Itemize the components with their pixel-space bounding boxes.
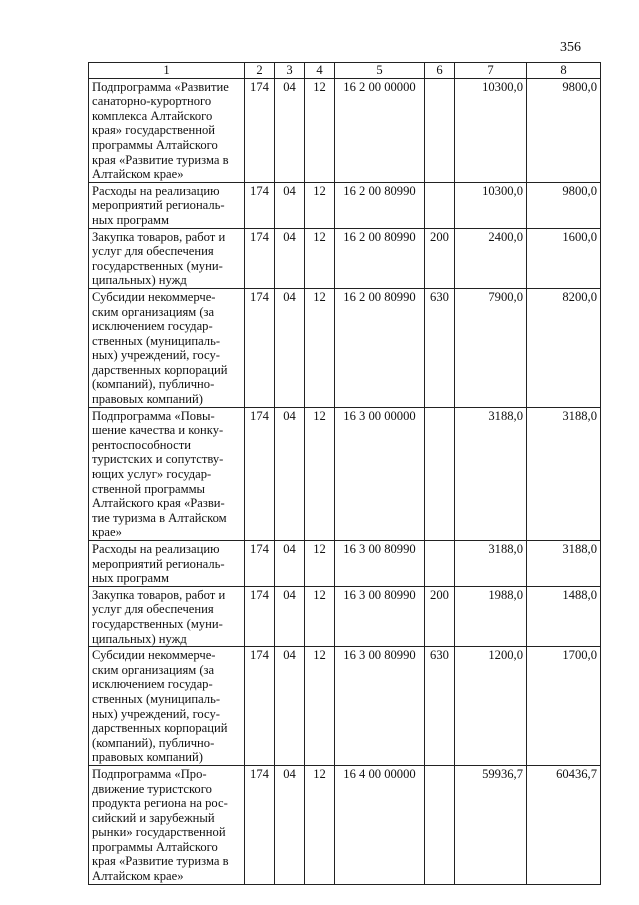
table-row xyxy=(89,288,601,407)
target-article-cell: 16 3 00 80990 xyxy=(335,586,425,646)
item-name-line: Расходы на реализацию xyxy=(92,183,220,198)
ministry-code-cell: 174 xyxy=(245,586,275,646)
table-row xyxy=(89,586,601,646)
amount-year2-cell: 1488,0 xyxy=(527,586,601,646)
item-name-line: исключением государ- xyxy=(92,677,213,692)
item-name-cell xyxy=(89,288,245,407)
section-code-cell: 04 xyxy=(275,586,305,646)
item-name-line: Субсидии некоммерче- xyxy=(92,289,216,304)
target-article-cell: 16 2 00 80990 xyxy=(335,228,425,288)
item-name-line: сийский и зарубежный xyxy=(92,810,215,825)
item-name-line: ским организациям (за xyxy=(92,662,215,677)
amount-year2-cell: 9800,0 xyxy=(527,182,601,228)
subsection-code-cell: 12 xyxy=(305,182,335,228)
item-name-line: ским организациям (за xyxy=(92,304,215,319)
item-name-line: правовых компаний) xyxy=(92,392,203,407)
expense-type-cell xyxy=(425,765,455,884)
amount-year2-cell: 3188,0 xyxy=(527,407,601,540)
target-article-cell: 16 2 00 80990 xyxy=(335,182,425,228)
item-name-line: продукта региона на рос- xyxy=(92,796,228,811)
expense-type-cell xyxy=(425,407,455,540)
item-name-line: ципальных) нужд xyxy=(92,631,187,646)
section-code-cell: 04 xyxy=(275,288,305,407)
amount-year1-cell: 59936,7 xyxy=(455,765,527,884)
table-row xyxy=(89,541,601,587)
item-name-cell xyxy=(89,407,245,540)
item-name-line: правовых компаний) xyxy=(92,750,203,765)
item-name-cell xyxy=(89,541,245,587)
ministry-code-cell: 174 xyxy=(245,288,275,407)
amount-year2-cell: 1700,0 xyxy=(527,647,601,766)
item-name-line: Закупка товаров, работ и xyxy=(92,587,226,602)
item-name-line: (компаний), публично- xyxy=(92,377,215,392)
section-code-cell: 04 xyxy=(275,647,305,766)
item-name-line: (компаний), публично- xyxy=(92,735,215,750)
subsection-code-cell: 12 xyxy=(305,78,335,182)
item-name-line: края «Развитие туризма в xyxy=(92,152,229,167)
target-article-cell: 16 3 00 80990 xyxy=(335,541,425,587)
item-name-line: услуг для обеспечения xyxy=(92,244,214,259)
item-name-line: движение туристского xyxy=(92,781,212,796)
target-article-cell: 16 2 00 00000 xyxy=(335,78,425,182)
item-name-line: услуг для обеспечения xyxy=(92,602,214,617)
amount-year1-cell: 10300,0 xyxy=(455,182,527,228)
item-name-line: ципальных) нужд xyxy=(92,273,187,288)
item-name-line: комплекса Алтайского xyxy=(92,108,213,123)
amount-year2-cell: 60436,7 xyxy=(527,765,601,884)
item-name-line: ных программ xyxy=(92,571,169,586)
expense-type-cell: 200 xyxy=(425,228,455,288)
subsection-code-cell: 12 xyxy=(305,288,335,407)
subsection-code-cell: 12 xyxy=(305,228,335,288)
target-article-cell: 16 3 00 80990 xyxy=(335,647,425,766)
item-name-cell xyxy=(89,78,245,182)
ministry-code-cell: 174 xyxy=(245,78,275,182)
column-header: 3 xyxy=(275,63,305,79)
amount-year2-cell: 9800,0 xyxy=(527,78,601,182)
amount-year1-cell: 2400,0 xyxy=(455,228,527,288)
expense-type-cell xyxy=(425,78,455,182)
item-name-cell xyxy=(89,182,245,228)
item-name-line: мероприятий региональ- xyxy=(92,556,225,571)
subsection-code-cell: 12 xyxy=(305,541,335,587)
item-name-line: крае» xyxy=(92,525,122,540)
item-name-line: государственных (муни- xyxy=(92,616,223,631)
column-header: 6 xyxy=(425,63,455,79)
item-name-line: мероприятий региональ- xyxy=(92,198,225,213)
target-article-cell: 16 4 00 00000 xyxy=(335,765,425,884)
expense-type-cell: 630 xyxy=(425,288,455,407)
section-code-cell: 04 xyxy=(275,78,305,182)
table-body xyxy=(89,78,601,884)
column-header: 8 xyxy=(527,63,601,79)
item-name-line: программы Алтайского xyxy=(92,839,218,854)
item-name-line: рентоспособности xyxy=(92,437,191,452)
page-number: 356 xyxy=(560,40,581,55)
column-header: 4 xyxy=(305,63,335,79)
table-row xyxy=(89,78,601,182)
amount-year1-cell: 1988,0 xyxy=(455,586,527,646)
table-row xyxy=(89,228,601,288)
column-header: 7 xyxy=(455,63,527,79)
amount-year1-cell: 10300,0 xyxy=(455,78,527,182)
table-row xyxy=(89,182,601,228)
table-row xyxy=(89,647,601,766)
item-name-line: дарственных корпораций xyxy=(92,362,228,377)
item-name-cell xyxy=(89,228,245,288)
item-name-line: исключением государ- xyxy=(92,319,213,334)
item-name-cell xyxy=(89,765,245,884)
target-article-cell: 16 2 00 80990 xyxy=(335,288,425,407)
item-name-line: Расходы на реализацию xyxy=(92,542,220,556)
item-name-line: Алтайского края «Разви- xyxy=(92,496,225,511)
expense-type-cell xyxy=(425,182,455,228)
ministry-code-cell: 174 xyxy=(245,541,275,587)
section-code-cell: 04 xyxy=(275,541,305,587)
column-header: 2 xyxy=(245,63,275,79)
section-code-cell: 04 xyxy=(275,228,305,288)
target-article-cell: 16 3 00 00000 xyxy=(335,407,425,540)
item-name-line: ственных (муниципаль- xyxy=(92,691,221,706)
amount-year1-cell: 7900,0 xyxy=(455,288,527,407)
ministry-code-cell: 174 xyxy=(245,647,275,766)
amount-year1-cell: 3188,0 xyxy=(455,407,527,540)
expense-type-cell: 630 xyxy=(425,647,455,766)
item-name-line: Алтайском крае» xyxy=(92,167,184,182)
ministry-code-cell: 174 xyxy=(245,228,275,288)
section-code-cell: 04 xyxy=(275,407,305,540)
ministry-code-cell: 174 xyxy=(245,407,275,540)
column-header: 1 xyxy=(89,63,245,79)
item-name-line: санаторно-курортного xyxy=(92,94,212,109)
item-name-line: дарственных корпораций xyxy=(92,721,228,736)
amount-year1-cell: 3188,0 xyxy=(455,541,527,587)
subsection-code-cell: 12 xyxy=(305,647,335,766)
column-header: 5 xyxy=(335,63,425,79)
budget-table xyxy=(88,62,601,885)
item-name-line: края «Развитие туризма в xyxy=(92,854,229,869)
item-name-line: Подпрограмма «Повы- xyxy=(92,408,215,423)
item-name-line: Алтайском крае» xyxy=(92,869,184,884)
ministry-code-cell: 174 xyxy=(245,182,275,228)
item-name-line: государственных (муни- xyxy=(92,258,223,273)
item-name-cell xyxy=(89,586,245,646)
item-name-line: туристских и сопутству- xyxy=(92,452,224,467)
item-name-line: тие туризма в Алтайском xyxy=(92,510,227,525)
amount-year1-cell: 1200,0 xyxy=(455,647,527,766)
item-name-line: Подпрограмма «Про- xyxy=(92,766,207,781)
expense-type-cell: 200 xyxy=(425,586,455,646)
table-row xyxy=(89,765,601,884)
subsection-code-cell: 12 xyxy=(305,765,335,884)
ministry-code-cell: 174 xyxy=(245,765,275,884)
amount-year2-cell: 3188,0 xyxy=(527,541,601,587)
amount-year2-cell: 1600,0 xyxy=(527,228,601,288)
item-name-cell xyxy=(89,647,245,766)
item-name-line: шение качества и конку- xyxy=(92,423,224,438)
item-name-line: Закупка товаров, работ и xyxy=(92,229,226,244)
item-name-line: Субсидии некоммерче- xyxy=(92,648,216,663)
item-name-line: ющих услуг» государ- xyxy=(92,467,212,482)
amount-year2-cell: 8200,0 xyxy=(527,288,601,407)
item-name-line: ственной программы xyxy=(92,481,206,496)
item-name-line: программы Алтайского xyxy=(92,137,218,152)
table-row xyxy=(89,407,601,540)
item-name-line: ных программ xyxy=(92,212,169,227)
item-name-line: Подпрограмма «Развитие xyxy=(92,79,229,94)
section-code-cell: 04 xyxy=(275,765,305,884)
header-row xyxy=(89,63,601,79)
section-code-cell: 04 xyxy=(275,182,305,228)
expense-type-cell xyxy=(425,541,455,587)
item-name-line: рынки» государственной xyxy=(92,825,226,840)
item-name-line: ных) учреждений, госу- xyxy=(92,348,220,363)
subsection-code-cell: 12 xyxy=(305,586,335,646)
item-name-line: края» государственной xyxy=(92,123,215,138)
item-name-line: ных) учреждений, госу- xyxy=(92,706,220,721)
subsection-code-cell: 12 xyxy=(305,407,335,540)
item-name-line: ственных (муниципаль- xyxy=(92,333,221,348)
